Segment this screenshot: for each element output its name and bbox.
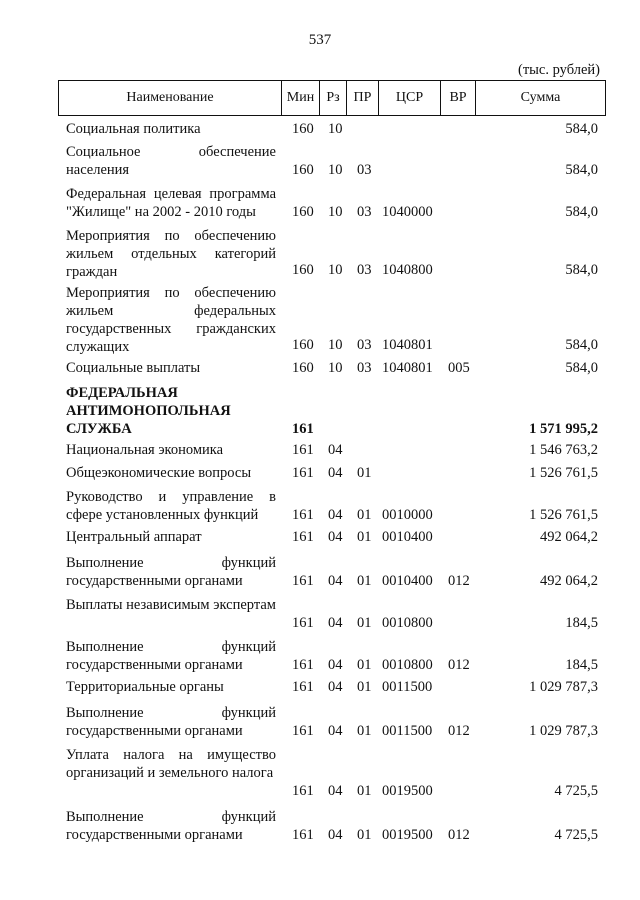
row-rz: 04: [328, 723, 343, 739]
row-sum: 1 526 761,5: [529, 465, 598, 481]
table-row: [0, 804, 640, 846]
row-pr: 03: [357, 204, 372, 220]
table-row: [0, 634, 640, 676]
row-sum: 1 526 761,5: [529, 507, 598, 523]
row-min: 161: [292, 442, 314, 458]
row-name: Социальные выплаты: [66, 360, 201, 376]
row-pr: 03: [357, 337, 372, 353]
table-row: [0, 550, 640, 592]
row-pr: 01: [357, 783, 372, 799]
row-csr: 0010400: [382, 573, 433, 589]
page-number: 537: [308, 32, 332, 48]
table-row: [0, 526, 640, 550]
row-name: Мероприятия по обеспечению жильем федеральных государственных гражданских служащих: [66, 285, 276, 355]
row-pr: 01: [357, 465, 372, 481]
row-pr: 01: [357, 679, 372, 695]
header-csr: ЦСР: [378, 81, 440, 115]
row-name: ФЕДЕРАЛЬНАЯ АНТИМОНОПОЛЬНАЯ СЛУЖБА: [66, 385, 231, 437]
row-rz: 04: [328, 783, 343, 799]
row-csr: 0010800: [382, 657, 433, 673]
row-vr: 012: [448, 657, 470, 673]
row-rz: 04: [328, 657, 343, 673]
table-row: [0, 221, 640, 279]
row-csr: 0019500: [382, 783, 433, 799]
row-name: Выполнение функций государственными органами: [66, 555, 276, 589]
row-min: 160: [292, 337, 314, 353]
row-vr: 012: [448, 723, 470, 739]
row-rz: 04: [328, 507, 343, 523]
table-row: [0, 139, 640, 181]
row-csr: 1040000: [382, 204, 433, 220]
table-row: [0, 279, 640, 357]
row-name: Выполнение функций государственными органами: [66, 639, 276, 673]
row-name: Национальная экономика: [66, 442, 224, 458]
row-min: 160: [292, 262, 314, 278]
row-min: 160: [292, 121, 314, 137]
row-rz: 04: [328, 465, 343, 481]
row-pr: 01: [357, 507, 372, 523]
row-name: Федеральная целевая программа "Жилище" на 2002 - 2010 годы: [66, 186, 276, 220]
row-rz: 04: [328, 442, 343, 458]
table-row: [0, 116, 640, 139]
row-sum: 1 029 787,3: [529, 679, 598, 695]
row-sum: 4 725,5: [554, 783, 598, 799]
row-sum: 584,0: [565, 162, 598, 178]
row-csr: 1040801: [382, 360, 433, 376]
table-row-section: [0, 379, 640, 439]
header-min: Мин: [281, 81, 319, 115]
row-rz: 10: [328, 121, 343, 137]
header-pr: ПР: [346, 81, 378, 115]
row-min: 161: [292, 657, 314, 673]
row-min: 161: [292, 679, 314, 695]
row-min: 161: [292, 783, 314, 799]
row-min: 160: [292, 162, 314, 178]
table-row: [0, 742, 640, 804]
table-row: [0, 486, 640, 526]
row-vr: 012: [448, 827, 470, 843]
row-name: Руководство и управление в сфере установленных функций: [66, 489, 276, 523]
row-sum: 184,5: [565, 657, 598, 673]
row-rz: 10: [328, 360, 343, 376]
row-name: Выполнение функций государственными органами: [66, 809, 276, 843]
row-rz: 04: [328, 573, 343, 589]
row-csr: 0010000: [382, 507, 433, 523]
row-min: 161: [292, 421, 314, 437]
row-rz: 04: [328, 615, 343, 631]
row-sum: 584,0: [565, 121, 598, 137]
row-pr: 01: [357, 657, 372, 673]
row-sum: 584,0: [565, 337, 598, 353]
row-min: 161: [292, 529, 314, 545]
table-row: [0, 700, 640, 742]
header-vr: ВР: [440, 81, 475, 115]
header-name: Наименование: [126, 90, 214, 105]
row-sum: 584,0: [565, 262, 598, 278]
row-sum: 492 064,2: [540, 529, 598, 545]
row-min: 161: [292, 723, 314, 739]
row-pr: 03: [357, 262, 372, 278]
row-rz: 10: [328, 162, 343, 178]
row-min: 160: [292, 360, 314, 376]
row-pr: 03: [357, 360, 372, 376]
row-csr: 1040801: [382, 337, 433, 353]
row-name: Социальное обеспечение населения: [66, 144, 276, 178]
row-sum: 492 064,2: [540, 573, 598, 589]
row-csr: 1040800: [382, 262, 433, 278]
row-sum: 184,5: [565, 615, 598, 631]
table-row: [0, 592, 640, 634]
row-name: Территориальные органы: [66, 679, 224, 695]
row-sum: 584,0: [565, 204, 598, 220]
header-rz: Рз: [319, 81, 346, 115]
row-name: Уплата налога на имущество организаций и земельного налога: [66, 747, 276, 781]
row-min: 161: [292, 465, 314, 481]
row-csr: 0011500: [382, 723, 433, 739]
row-pr: 01: [357, 723, 372, 739]
row-name: Центральный аппарат: [66, 529, 202, 545]
row-min: 161: [292, 507, 314, 523]
header-sum: Сумма: [475, 81, 605, 115]
row-rz: 04: [328, 679, 343, 695]
row-vr: 012: [448, 573, 470, 589]
row-rz: 04: [328, 827, 343, 843]
row-sum: 4 725,5: [554, 827, 598, 843]
row-pr: 01: [357, 615, 372, 631]
table-row: [0, 462, 640, 486]
row-sum: 1 546 763,2: [529, 442, 598, 458]
row-pr: 01: [357, 827, 372, 843]
row-name: Общеэкономические вопросы: [66, 465, 252, 481]
table-body: [0, 116, 640, 846]
row-min: 161: [292, 827, 314, 843]
row-csr: 0019500: [382, 827, 433, 843]
row-name: Выплаты независимым экспертам: [66, 597, 276, 613]
row-rz: 10: [328, 337, 343, 353]
row-rz: 04: [328, 529, 343, 545]
row-pr: 03: [357, 162, 372, 178]
table-header: [58, 80, 606, 116]
table-row: [0, 676, 640, 700]
table-row: [0, 357, 640, 379]
row-rz: 10: [328, 204, 343, 220]
row-sum: 1 571 995,2: [529, 421, 598, 437]
row-sum: 584,0: [565, 360, 598, 376]
row-csr: 0011500: [382, 679, 433, 695]
row-name: Социальная политика: [66, 121, 201, 137]
row-sum: 1 029 787,3: [529, 723, 598, 739]
units-label: (тыс. рублей): [518, 62, 600, 78]
row-name: Мероприятия по обеспечению жильем отдельных категорий граждан: [66, 228, 276, 280]
table-row: [0, 439, 640, 462]
row-csr: 0010800: [382, 615, 433, 631]
row-name: Выполнение функций государственными органами: [66, 705, 276, 739]
row-min: 160: [292, 204, 314, 220]
row-min: 161: [292, 573, 314, 589]
row-min: 161: [292, 615, 314, 631]
row-pr: 01: [357, 529, 372, 545]
table-row: [0, 181, 640, 221]
row-vr: 005: [448, 360, 470, 376]
row-csr: 0010400: [382, 529, 433, 545]
row-pr: 01: [357, 573, 372, 589]
row-rz: 10: [328, 262, 343, 278]
